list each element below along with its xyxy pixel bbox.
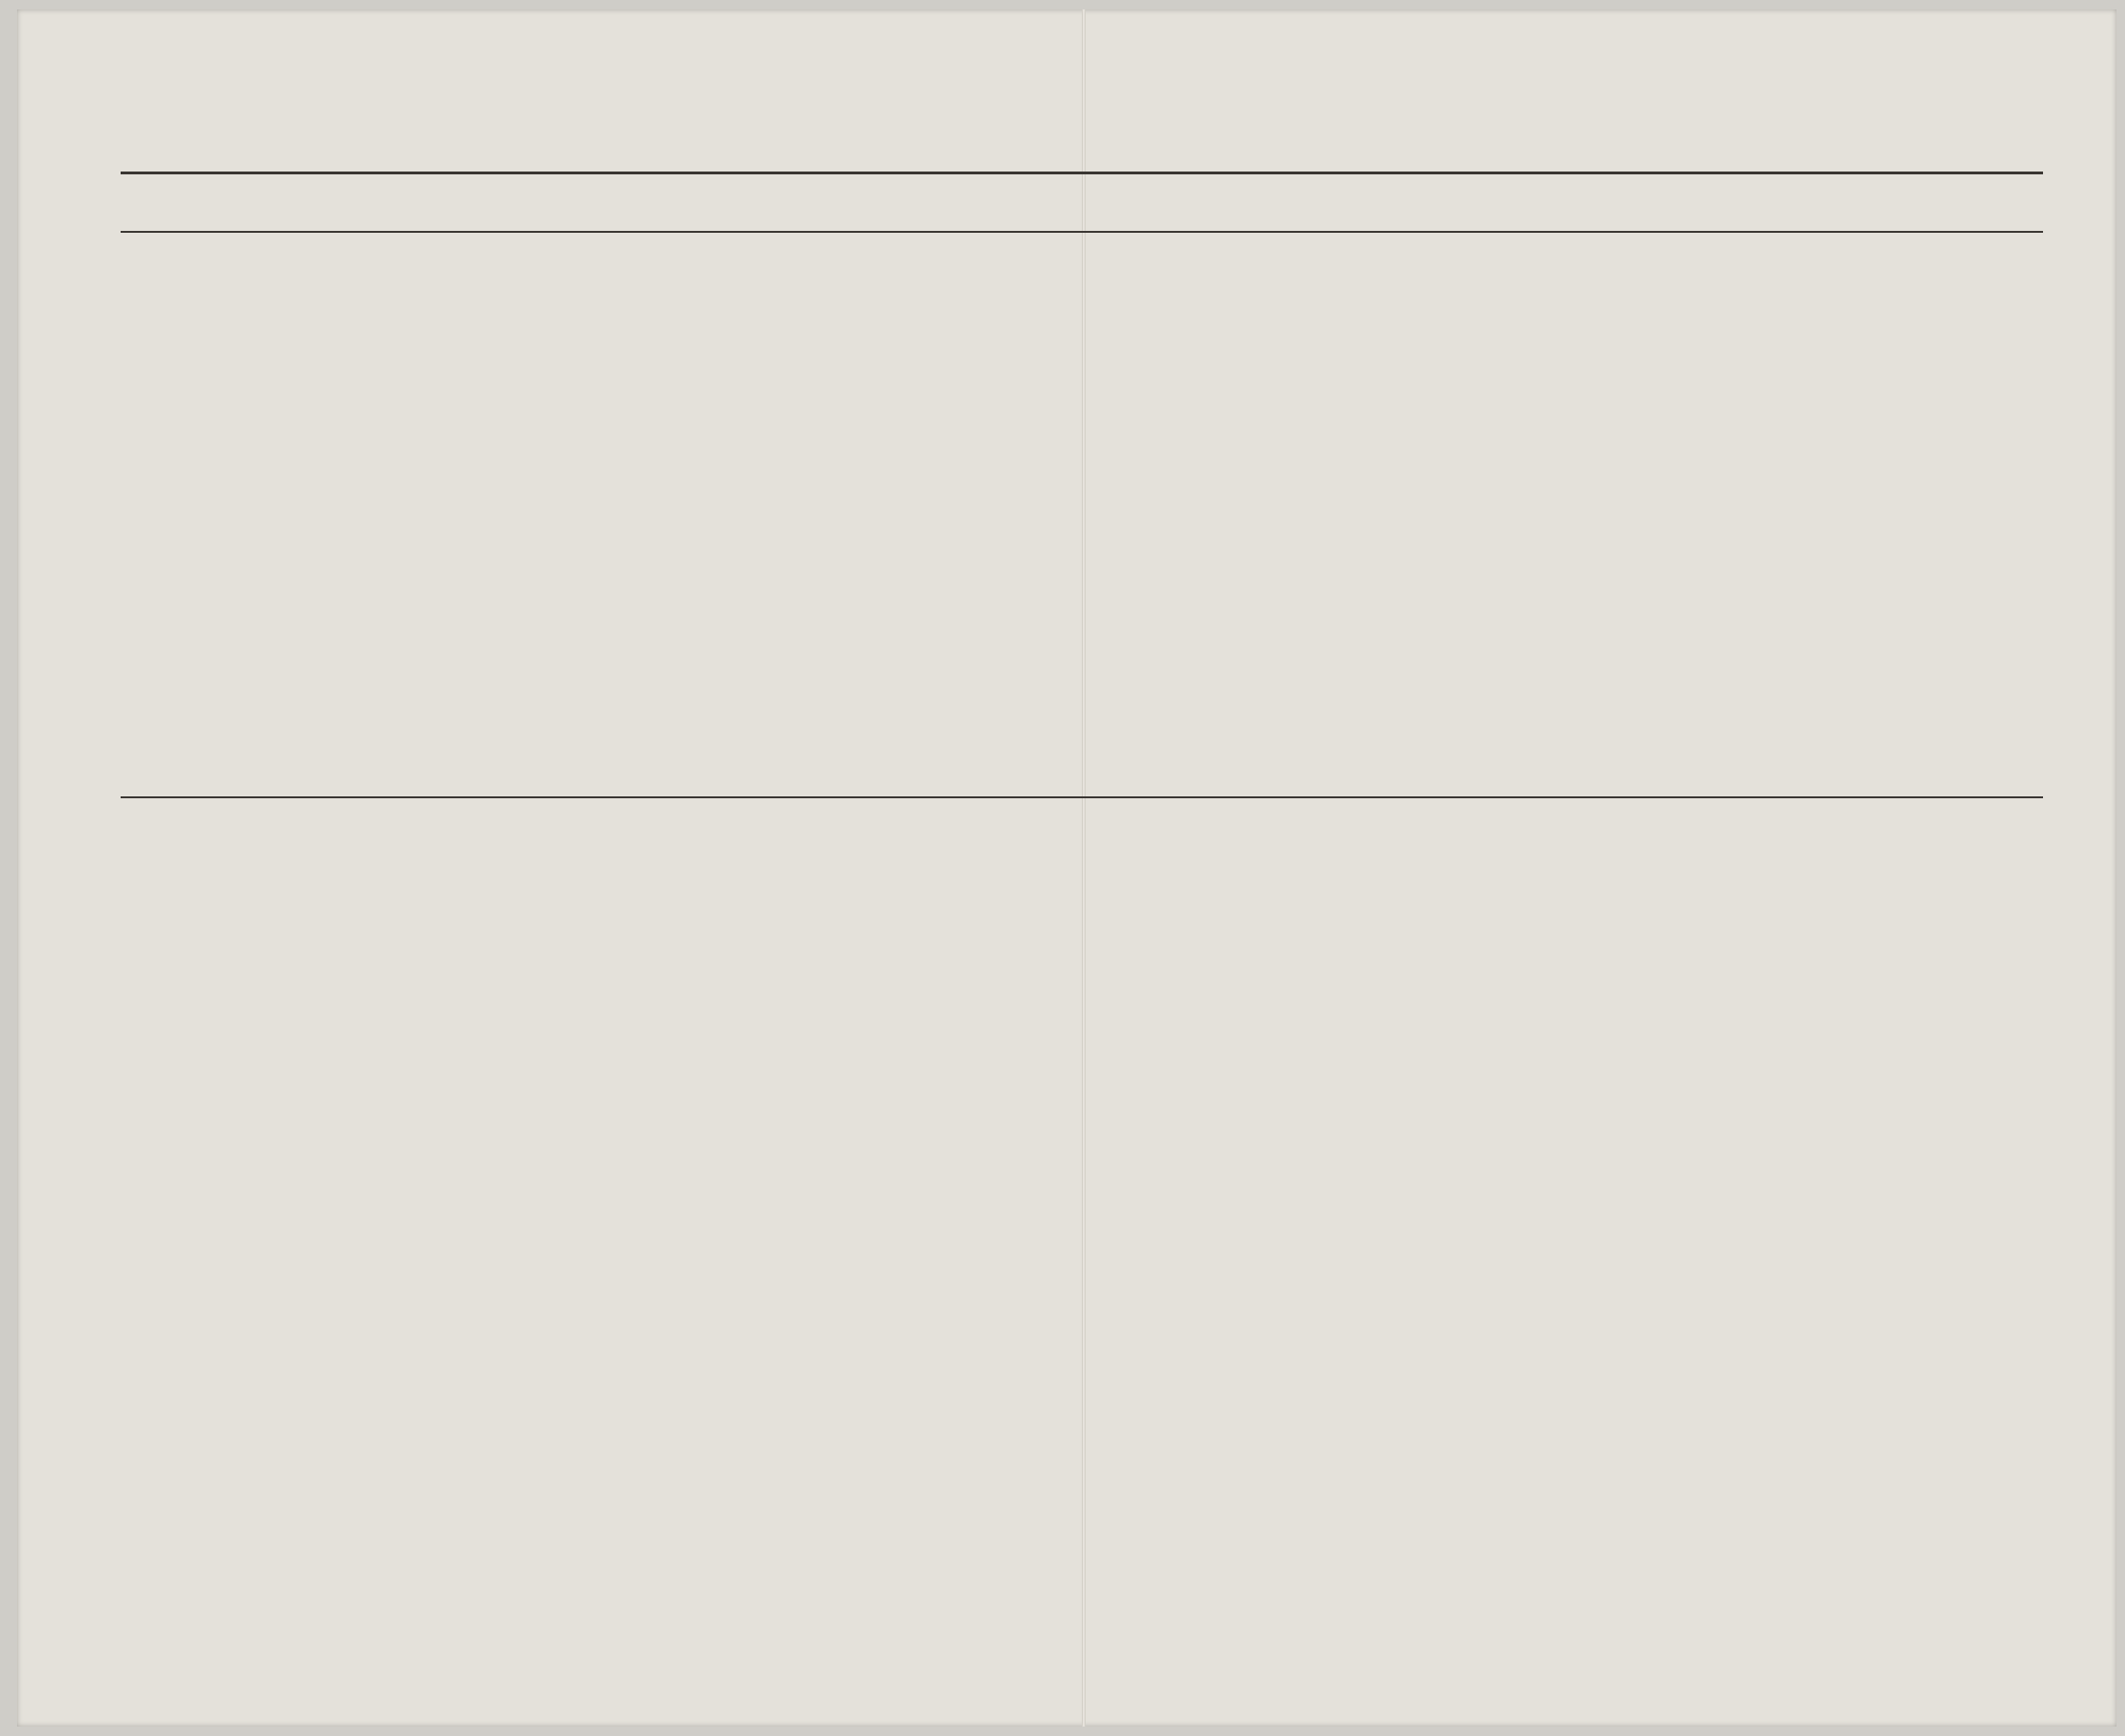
months-table-grid [17, 9, 2117, 1727]
form-sheet [17, 9, 2117, 1727]
